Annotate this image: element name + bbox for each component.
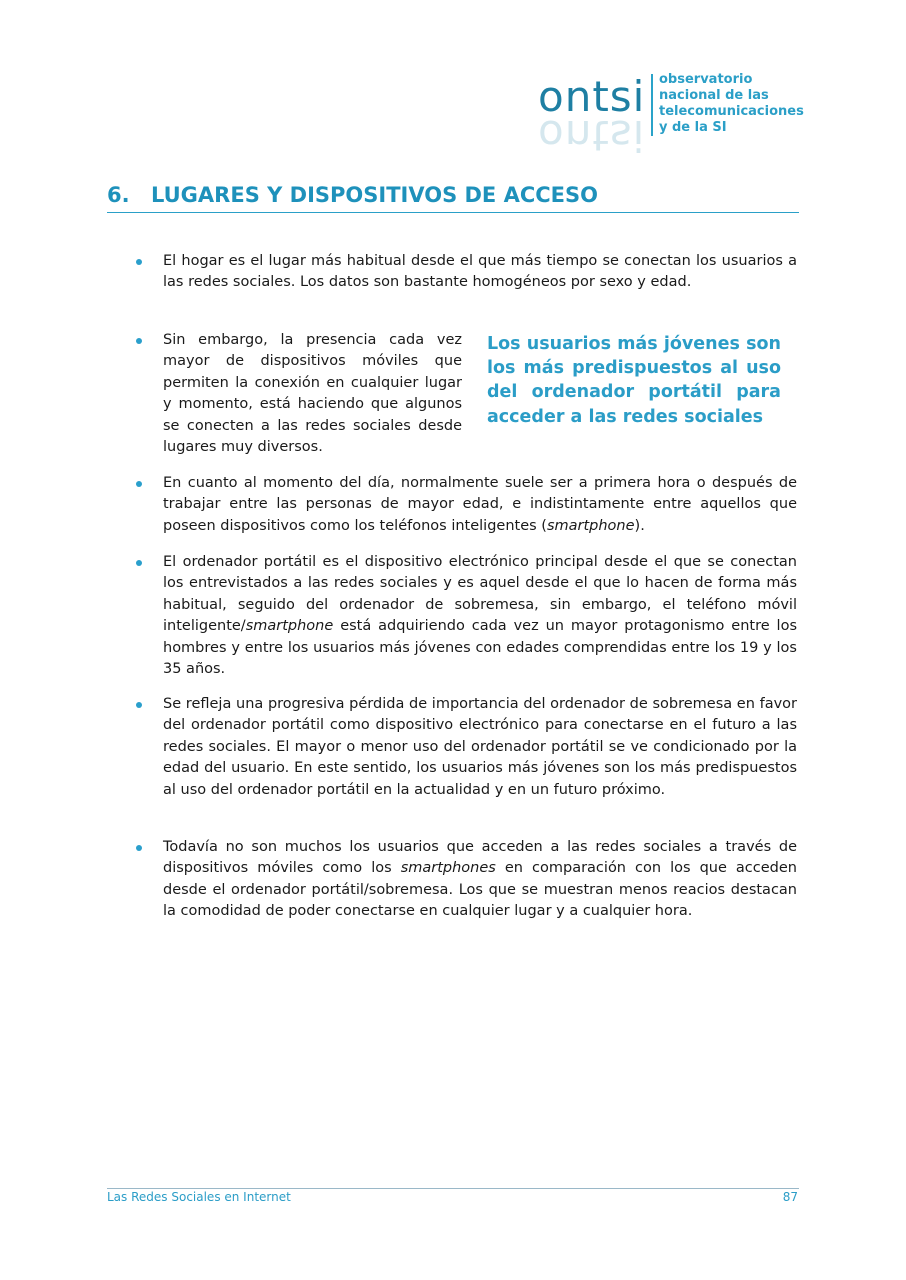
page-number: 87 — [782, 1190, 798, 1204]
emphasis-term: smartphone — [245, 618, 334, 635]
bullet-paragraph: Sin embargo, la presencia cada vez mayor de dispositivos móviles que permiten la conexión en cualquier lugar y momento, está haciendo que algunos se conecten a las redes sociales desde lugares muy diversos. — [163, 332, 462, 456]
section-number: 6. — [107, 183, 130, 207]
pull-quote: Los usuarios más jóvenes son los más predispuestos al uso del ordenador portátil para acceder a las redes sociales — [487, 334, 781, 427]
text-run: En cuanto al momento del día, normalmente suele ser a primera hora o después de trabajar entre las personas de mayor edad, e indistintamente entre aquellos que poseen dispositivos como los teléfonos inteligentes ( — [163, 475, 797, 534]
bullet-marker — [136, 259, 142, 265]
ontsi-logo — [538, 72, 808, 160]
bullet-paragraph — [163, 552, 797, 680]
bullet-paragraph: Se refleja una progresiva pérdida de importancia del ordenador de sobremesa en favor del ordenador portátil como dispositivo electrónico para conectarse en el futuro a las redes sociales. El mayor o menor uso del ordenador portátil se ve condicionado por la edad del usuario. En este sentido, los usuarios más jóvenes son los más predispuestos al uso del ordenador portátil en la actualidad y en un futuro próximo. — [163, 696, 797, 798]
bullet-marker — [136, 845, 142, 851]
bullet-paragraph: El hogar es el lugar más habitual desde el que más tiempo se conectan los usuarios a las redes sociales. Los datos son bastante homogéneos por sexo y edad. — [163, 253, 797, 291]
text-run: está adquiriendo cada vez un mayor protagonismo entre los hombres y entre los usuarios más jóvenes con edades comprendidas entre los 19 y los 35 años. — [163, 618, 797, 678]
logo-line: observatorio — [659, 72, 753, 87]
logo-wordmark: ontsi — [538, 72, 646, 121]
bullet-marker — [136, 338, 142, 344]
text-run: Todavía no son muchos los usuarios que acceden a las redes sociales a través de dispositivos móviles como los — [163, 839, 797, 877]
text-run: El ordenador portátil es el dispositivo electrónico principal desde el que se conectan los entrevistados a las redes sociales y es aquel desde el que lo hacen de forma más habitual, seguido del ordenador de sobremesa, sin embargo, el teléfono móvil inteligente/ — [163, 554, 797, 635]
bullet-marker — [136, 481, 142, 487]
logo-line: y de la SI — [659, 120, 727, 135]
emphasis-term: smartphone — [546, 517, 635, 534]
logo-line: telecomunicaciones — [659, 104, 804, 119]
bullet-paragraph — [163, 473, 797, 537]
text-run: en comparación con los que acceden desde el ordenador portátil/sobremesa. Los que se muestran menos reacios destacan la comodidad de poder conectarse en cualquier lugar y a cualquier hora. — [163, 860, 797, 920]
bullet-marker — [136, 560, 142, 566]
logo-separator — [651, 74, 653, 136]
logo-line: nacional de las — [659, 88, 769, 103]
bullet-paragraph — [163, 837, 797, 923]
bullet-marker — [136, 702, 142, 708]
logo-wordmark-reflection: ontsi — [538, 111, 646, 160]
text-run: ). — [634, 517, 645, 534]
logo-text — [659, 72, 804, 136]
emphasis-term: smartphones — [400, 860, 496, 877]
footer-divider — [107, 1188, 799, 1189]
section-heading — [107, 180, 799, 213]
section-title: LUGARES Y DISPOSITIVOS DE ACCESO — [151, 183, 598, 207]
footer-title: Las Redes Sociales en Internet — [107, 1190, 291, 1204]
